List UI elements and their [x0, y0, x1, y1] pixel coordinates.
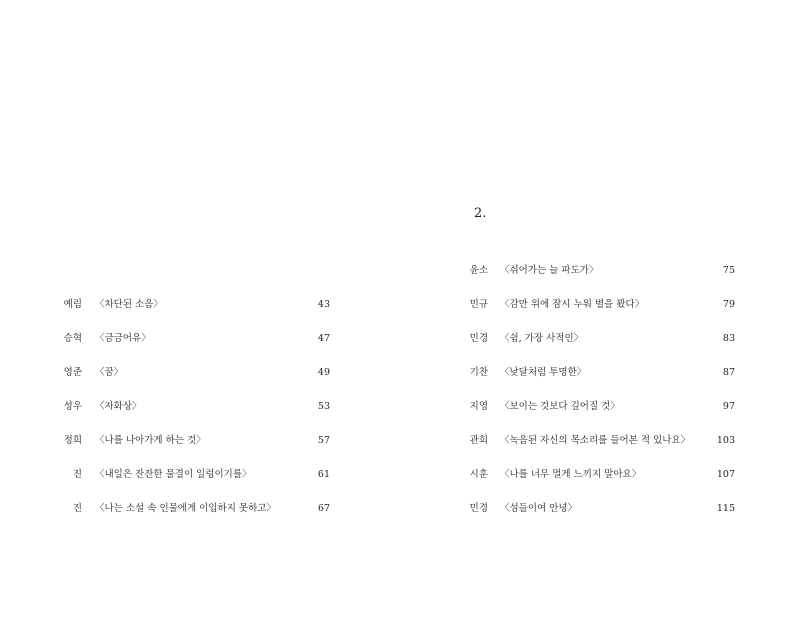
toc-entry[interactable]: [400, 364, 800, 398]
toc-author: 정희: [63, 435, 82, 446]
toc-title: 〈꿈〉: [95, 367, 124, 378]
toc-page-number: 87: [722, 367, 735, 378]
toc-page-number: 57: [317, 435, 330, 446]
toc-title: 〈섬들이여 안녕〉: [500, 503, 578, 514]
toc-author: 진: [72, 503, 82, 514]
toc-page-number: 103: [716, 435, 735, 446]
toc-author: 성우: [63, 401, 82, 412]
toc-author: 승혁: [63, 333, 82, 344]
toc-page-number: 47: [317, 333, 330, 344]
toc-entry[interactable]: [400, 466, 800, 500]
toc-author: 윤소: [469, 265, 488, 276]
toc-entry[interactable]: [400, 296, 800, 330]
toc-entry[interactable]: [400, 262, 800, 296]
toc-title: 〈보이는 것보다 깊어질 것〉: [500, 401, 620, 412]
toc-title: 〈차단된 소음〉: [95, 299, 163, 310]
toc-title: 〈감만 위에 잠시 누워 별을 봤다〉: [500, 299, 645, 310]
toc-author: 민경: [469, 333, 488, 344]
toc-entry[interactable]: [0, 364, 400, 398]
toc-title: 〈나를 나아가게 하는 것〉: [95, 435, 206, 446]
toc-page-number: 49: [317, 367, 330, 378]
toc-title: 〈나는 소설 속 인물에게 이입하지 못하고〉: [95, 503, 276, 514]
toc-page-number: 107: [716, 469, 735, 480]
toc-title: 〈나를 너무 멀게 느끼지 말아요〉: [500, 469, 642, 480]
toc-author: 시훈: [469, 469, 488, 480]
toc-entry[interactable]: [400, 432, 800, 466]
toc-entry[interactable]: [0, 296, 400, 330]
toc-page-number: 67: [317, 503, 330, 514]
toc-title: 〈쉼, 가장 사적인〉: [500, 333, 584, 344]
toc-entry[interactable]: [400, 500, 800, 534]
toc-author: 관희: [469, 435, 488, 446]
toc-page-number: 61: [317, 469, 330, 480]
toc-author: 지영: [469, 401, 488, 412]
toc-title: 〈금금어유〉: [95, 333, 151, 344]
toc-page-number: 115: [716, 503, 735, 514]
toc-page-number: 43: [317, 299, 330, 310]
toc-author: 진: [72, 469, 82, 480]
right-page: [400, 0, 800, 634]
toc-title: 〈내일은 잔잔한 물결이 일렁이기를〉: [95, 469, 252, 480]
toc-entry[interactable]: [400, 330, 800, 364]
toc-entry[interactable]: [0, 432, 400, 466]
toc-entry[interactable]: [0, 466, 400, 500]
toc-page-number: 75: [722, 265, 735, 276]
toc-list-left: [0, 296, 400, 534]
toc-entry[interactable]: [0, 500, 400, 534]
toc-entry[interactable]: [0, 398, 400, 432]
toc-author: 민경: [469, 503, 488, 514]
toc-page-number: 79: [722, 299, 735, 310]
toc-entry[interactable]: [0, 330, 400, 364]
toc-title: 〈녹음된 자신의 목소리를 들어본 적 있나요〉: [500, 435, 691, 446]
toc-page-number: 53: [317, 401, 330, 412]
section-number: 2.: [474, 206, 487, 221]
toc-title: 〈자화상〉: [95, 401, 142, 412]
toc-author: 민규: [469, 299, 488, 310]
toc-page-number: 97: [722, 401, 735, 412]
toc-author: 영준: [63, 367, 82, 378]
toc-author: 예림: [63, 299, 82, 310]
toc-list-right: [400, 262, 800, 534]
toc-entry[interactable]: [400, 398, 800, 432]
toc-title: 〈쉬어가는 늘 파도가〉: [500, 265, 599, 276]
toc-page-number: 83: [722, 333, 735, 344]
toc-author: 기찬: [469, 367, 488, 378]
toc-title: 〈낮달처럼 투명한〉: [500, 367, 587, 378]
